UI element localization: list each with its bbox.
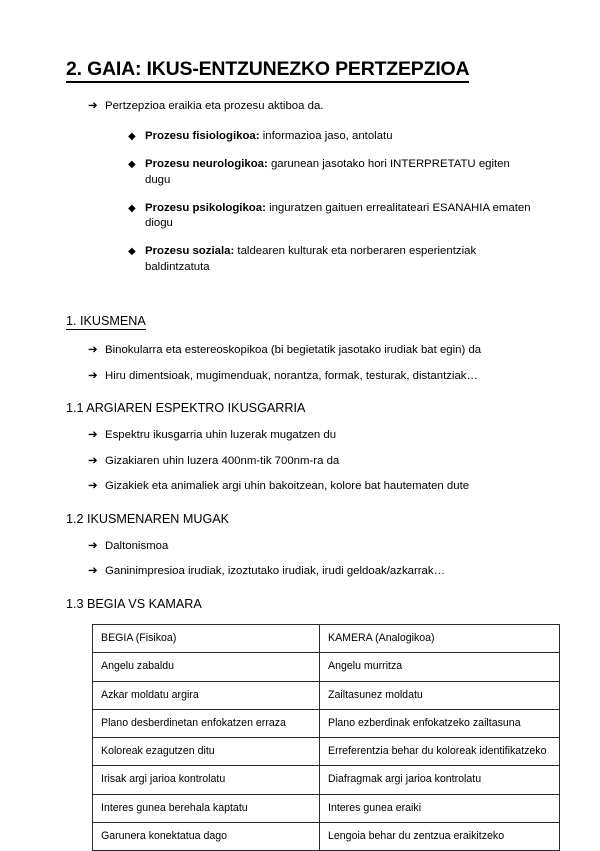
lead-bullet (66, 99, 538, 115)
process-text (145, 129, 538, 144)
table-cell: Azkar moldatu argira (93, 681, 320, 709)
arrow-bullet-icon: ➔ (88, 454, 98, 467)
process-text (145, 201, 538, 232)
diamond-bullet-icon: ◆ (128, 159, 136, 171)
comparison-table (92, 624, 560, 851)
bullet-text: Binokularra eta estereoskopikoa (bi begietatik jasotako irudiak bat egin) da (105, 344, 482, 357)
diamond-bullet-icon: ◆ (128, 246, 136, 258)
diamond-bullet-icon: ◆ (128, 202, 136, 214)
lead-bullet-text: Pertzepzioa eraikia eta prozesu aktiboa da. (105, 100, 324, 113)
table-header-cell: KAMERA (Analogikoa) (320, 624, 560, 652)
bullet-text: Gizakiek eta animaliek argi uhin bakoitzean, kolore bat hautematen dute (105, 480, 470, 493)
table-cell: Angelu murritza (320, 653, 560, 681)
table-cell: Irisak argi jarioa kontrolatu (93, 766, 320, 794)
bullet-text: Gizakiaren uhin luzera 400nm-tik 700nm-ra da (105, 454, 340, 467)
section-ikusmenaren-mugak (66, 512, 538, 580)
table-row (93, 766, 560, 794)
list-item (66, 369, 538, 385)
arrow-bullet-icon: ➔ (88, 539, 98, 552)
table-header-row (93, 624, 560, 652)
arrow-bullet-icon: ➔ (88, 565, 98, 578)
process-text (145, 157, 538, 188)
process-label: Prozesu neurologikoa: (145, 158, 268, 171)
process-label: Prozesu fisiologikoa: (145, 129, 260, 142)
list-item (66, 428, 538, 444)
process-description: inguratzen gaituen errealitateari ESANAHIA ematen diogu (145, 201, 531, 230)
section-heading-1-3: 1.3 BEGIA VS KAMARA (66, 596, 202, 611)
section-ikusmena (66, 288, 538, 384)
table-cell: Erreferentzia behar du koloreak identifikatzeko (320, 738, 560, 766)
process-description: garunean jasotako hori INTERPRETATU egiten dugu (145, 158, 510, 186)
bullet-text: Espektru ikusgarria uhin luzerak mugatzen du (105, 429, 337, 442)
list-item (66, 539, 538, 555)
diamond-bullet-icon: ◆ (128, 130, 136, 142)
table-row (93, 823, 560, 851)
process-description: informazioa jaso, antolatu (259, 129, 393, 142)
process-label: Prozesu psikologikoa: (145, 201, 266, 214)
arrow-bullet-icon: ➔ (88, 369, 98, 382)
list-item (66, 479, 538, 495)
table-cell: Zailtasunez moldatu (320, 681, 560, 709)
arrow-bullet-icon: ➔ (88, 344, 98, 357)
page-title: 2. GAIA: IKUS-ENTZUNEZKO PERTZEPZIOA (66, 58, 469, 83)
section-argiaren-espektro (66, 401, 538, 495)
list-item (66, 343, 538, 359)
table-row (93, 681, 560, 709)
list-item (66, 454, 538, 470)
table-cell: Lengoia behar du zentzua eraikitzeko (320, 823, 560, 851)
table-cell: Diafragmak argi jarioa kontrolatu (320, 766, 560, 794)
table-header-cell: BEGIA (Fisikoa) (93, 624, 320, 652)
list-item (66, 564, 538, 580)
process-list (66, 129, 538, 275)
section-begia-vs-kamara (66, 596, 547, 851)
table-cell: Garunera konektatua dago (93, 823, 320, 851)
table-row (93, 709, 560, 737)
process-text (145, 244, 538, 275)
bullet-text: Daltonismoa (105, 539, 169, 552)
process-description: taldearen kulturak eta norberaren esperientziak baldintzatuta (145, 245, 477, 273)
bullet-text: Hiru dimentsioak, mugimenduak, norantza, formak, testurak, distantziak… (105, 369, 478, 382)
list-item (66, 201, 538, 232)
arrow-bullet-icon: ➔ (88, 429, 98, 442)
arrow-bullet-icon: ➔ (88, 100, 98, 113)
process-label: Prozesu soziala: (145, 245, 235, 258)
arrow-bullet-icon: ➔ (88, 480, 98, 493)
table-cell: Plano desberdinetan enfokatzen erraza (93, 709, 320, 737)
list-item (66, 129, 538, 144)
table-cell: Koloreak ezagutzen ditu (93, 738, 320, 766)
table-row (93, 738, 560, 766)
comparison-table-wrapper (66, 624, 547, 851)
table-row (93, 653, 560, 681)
section-heading-1-2: 1.2 IKUSMENAREN MUGAK (66, 511, 230, 526)
list-item (66, 157, 538, 188)
list-item (66, 244, 538, 275)
table-cell: Interes gunea berehala kaptatu (93, 794, 320, 822)
table-row (93, 794, 560, 822)
table-cell: Interes gunea eraiki (320, 794, 560, 822)
section-heading-1: 1. IKUSMENA (66, 314, 146, 330)
table-cell: Angelu zabaldu (93, 653, 320, 681)
bullet-text: Ganinimpresioa irudiak, izoztutako irudiak, irudi geldoak/azkarrak… (105, 565, 445, 578)
section-heading-1-1: 1.1 ARGIAREN ESPEKTRO IKUSGARRIA (66, 401, 306, 416)
table-cell: Plano ezberdinak enfokatzeko zailtasuna (320, 709, 560, 737)
